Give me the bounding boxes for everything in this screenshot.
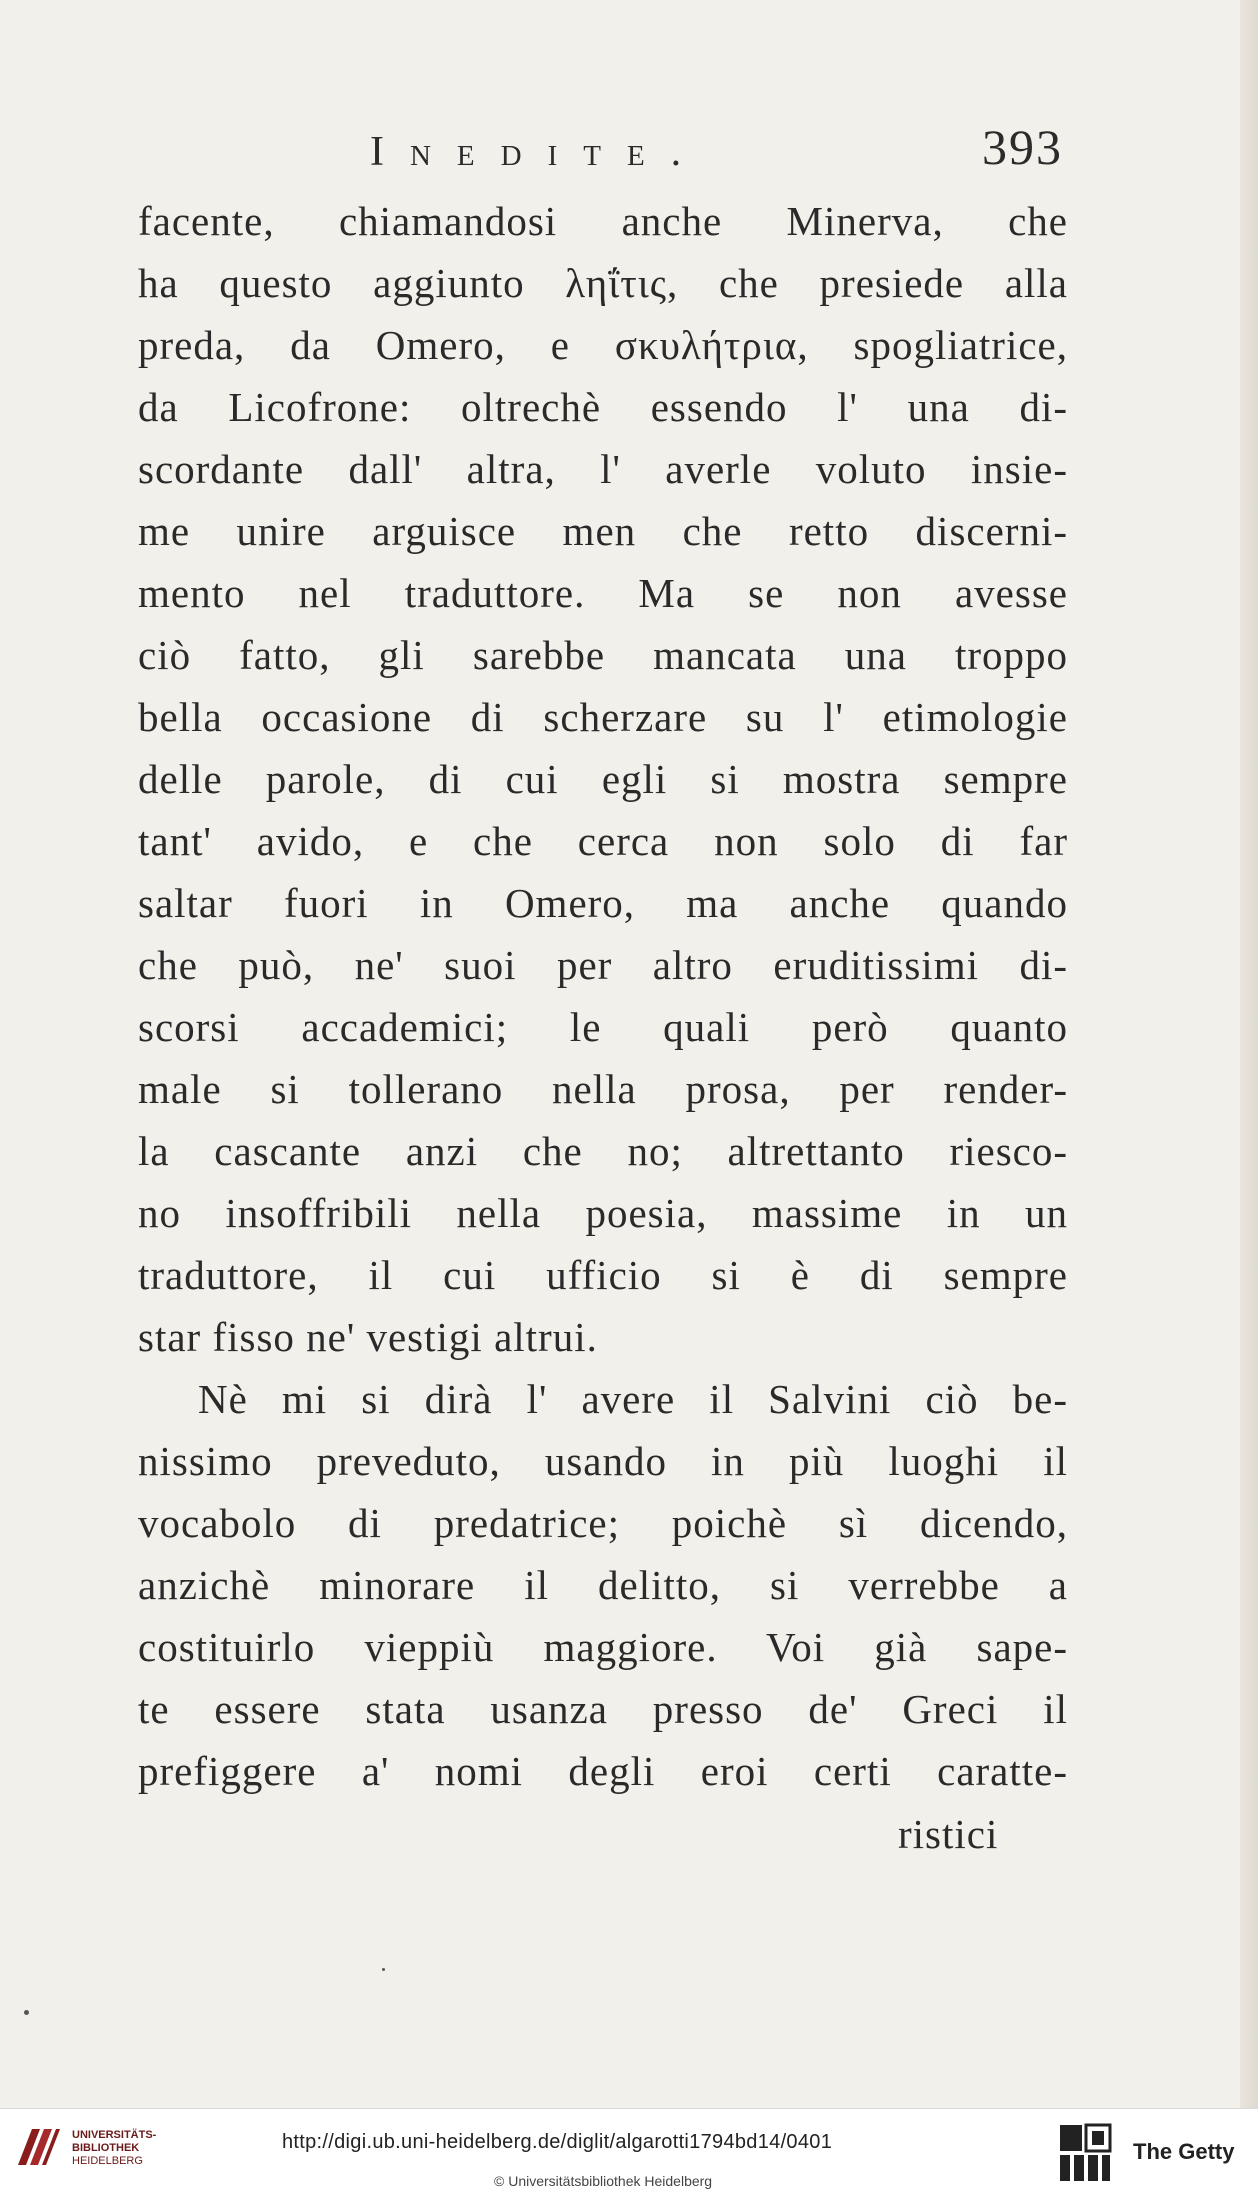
- text-line-13: che può, ne' suoi per altro eruditissimi di-: [138, 942, 1068, 988]
- text-line-16: la cascante anzi che no; altrettanto riesco-: [138, 1128, 1068, 1174]
- text-line-4: da Licofrone: oltrechè essendo l' una di-: [138, 384, 1068, 430]
- text-line-6: me unire arguisce men che retto discerni-: [138, 508, 1068, 554]
- text-line-7: mento nel traduttore. Ma se non avesse: [138, 570, 1068, 616]
- page-edge: [1240, 0, 1258, 2108]
- university-library-logo-icon: [12, 2121, 64, 2173]
- text-line-10: delle parole, di cui egli si mostra sempre: [138, 756, 1068, 802]
- text-line-3: preda, da Omero, e σκυλήτρια, spogliatrice,: [138, 322, 1068, 368]
- text-line-26: prefiggere a' nomi degli eroi certi caratte-: [138, 1748, 1068, 1794]
- text-line-20: Nè mi si dirà l' avere il Salvini ciò be-: [198, 1376, 1068, 1422]
- text-line-23: anzichè minorare il delitto, si verrebbe a: [138, 1562, 1068, 1608]
- text-line-24: costituirlo vieppiù maggiore. Voi già sape-: [138, 1624, 1068, 1670]
- library-name-line1: UNIVERSITÄTS-: [72, 2129, 157, 2141]
- text-line-2: ha questo aggiunto ληΐτις, che presiede alla: [138, 260, 1068, 306]
- text-line-11: tant' avido, e che cerca non solo di far: [138, 818, 1068, 864]
- text-line-9: bella occasione di scherzare su l' etimologie: [138, 694, 1068, 740]
- getty-logo-icon: [1058, 2123, 1112, 2183]
- text-line-1: facente, chiamandosi anche Minerva, che: [138, 198, 1068, 244]
- text-line-17: no insoffribili nella poesia, massime in un: [138, 1190, 1068, 1236]
- partner-name: The Getty: [1133, 2139, 1235, 2164]
- page-number: 393: [982, 119, 1063, 175]
- paper-speck: [382, 1968, 385, 1971]
- footer-bar: [0, 2108, 1258, 2200]
- running-head: Inedite.: [370, 129, 708, 175]
- library-name-line3: HEIDELBERG: [72, 2155, 143, 2167]
- text-line-14: scorsi accademici; le quali però quanto: [138, 1004, 1068, 1050]
- body-text: [138, 190, 1068, 1802]
- copyright-notice: © Universitätsbibliothek Heidelberg: [494, 2173, 713, 2189]
- text-line-18: traduttore, il cui ufficio si è di sempre: [138, 1252, 1068, 1298]
- library-name-line2: BIBLIOTHEK: [72, 2142, 140, 2154]
- text-line-25: te essere stata usanza presso de' Greci il: [138, 1686, 1068, 1732]
- catchword: ristici: [898, 1811, 999, 1857]
- text-line-15: male si tollerano nella prosa, per render-: [138, 1066, 1068, 1112]
- paper-speck: [24, 2010, 29, 2015]
- permalink-url[interactable]: http://digi.ub.uni-heidelberg.de/diglit/algarotti1794bd14/0401: [282, 2131, 833, 2153]
- text-line-12: saltar fuori in Omero, ma anche quando: [138, 880, 1068, 926]
- library-name: [72, 2129, 156, 2168]
- text-line-21: nissimo preveduto, usando in più luoghi il: [138, 1438, 1068, 1484]
- text-line-22: vocabolo di predatrice; poichè sì dicendo,: [138, 1500, 1068, 1546]
- text-line-5: scordante dall' altra, l' averle voluto insie-: [138, 446, 1068, 492]
- text-line-19: star fisso ne' vestigi altrui.: [138, 1314, 598, 1360]
- text-line-8: ciò fatto, gli sarebbe mancata una troppo: [138, 632, 1068, 678]
